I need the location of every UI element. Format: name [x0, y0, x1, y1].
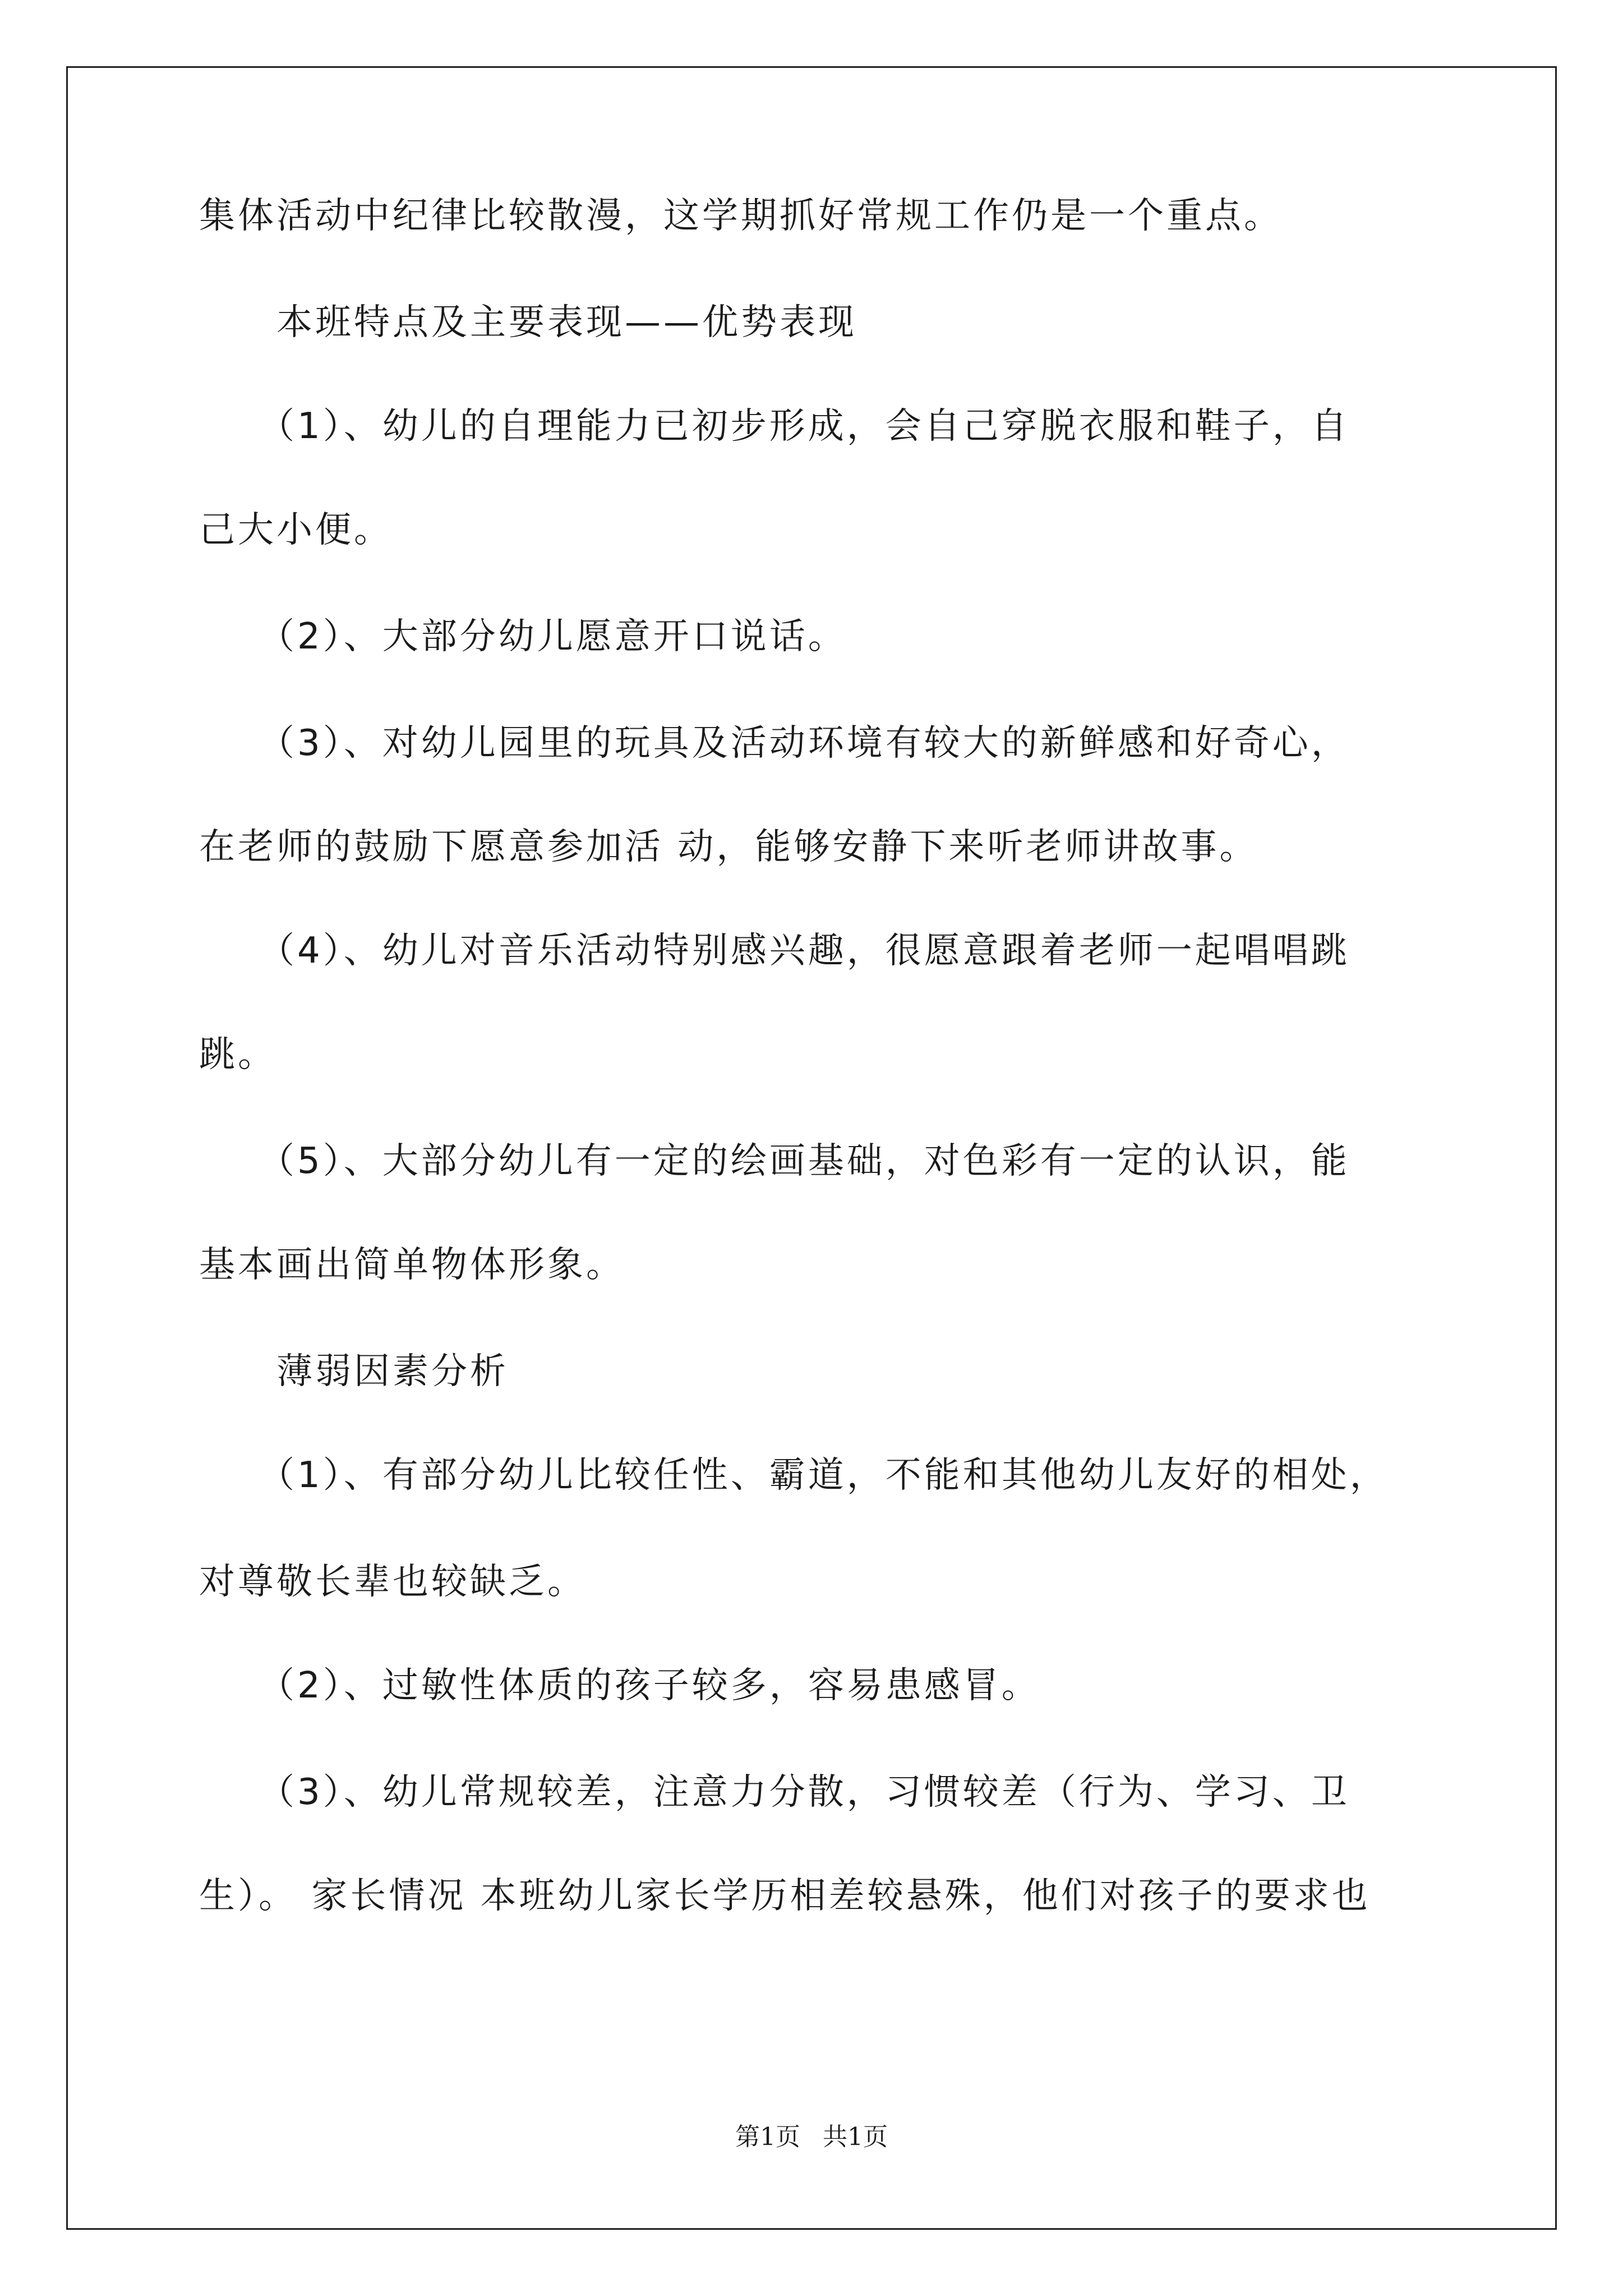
text-line: （1）、有部分幼儿比较任性、霸道，不能和其他幼儿友好的相处，	[199, 1455, 1389, 1496]
text-line: （4）、幼儿对音乐活动特别感兴趣，很愿意跟着老师一起唱唱跳	[199, 930, 1350, 972]
text-line: 对尊敬长辈也较缺乏。	[199, 1561, 586, 1603]
page-total: 共1页	[823, 2123, 888, 2151]
text-line: （5）、大部分幼儿有一定的绘画基础，对色彩有一定的认识，能	[199, 1140, 1350, 1182]
text-line: 集体活动中纪律比较散漫，这学期抓好常规工作仍是一个重点。	[199, 195, 1283, 237]
text-line: （3）、幼儿常规较差，注意力分散，习惯较差（行为、学习、卫	[199, 1772, 1350, 1813]
text-line: 在老师的鼓励下愿意参加活 动，能够安静下来听老师讲故事。	[199, 826, 1258, 868]
section-heading: 薄弱因素分析	[199, 1351, 509, 1392]
text-line: 己大小便。	[199, 509, 393, 551]
text-line: （1）、幼儿的自理能力已初步形成，会自己穿脱衣服和鞋子，自	[199, 406, 1350, 447]
text-line: 生）。 家长情况 本班幼儿家长学历相差较悬殊，他们对孩子的要求也	[199, 1875, 1371, 1917]
text-line: 基本画出简单物体形象。	[199, 1244, 625, 1286]
text-line: （3）、对幼儿园里的玩具及活动环境有较大的新鲜感和好奇心，	[199, 723, 1350, 764]
text-line: （2）、大部分幼儿愿意开口说话。	[199, 616, 847, 657]
text-line: 跳。	[199, 1034, 276, 1075]
text-line: （2）、过敏性体质的孩子较多，容易患感冒。	[199, 1665, 1040, 1706]
page-footer	[0, 2120, 1623, 2154]
page-number: 第1页	[735, 2123, 800, 2151]
section-heading: 本班特点及主要表现——优势表现	[199, 302, 857, 343]
